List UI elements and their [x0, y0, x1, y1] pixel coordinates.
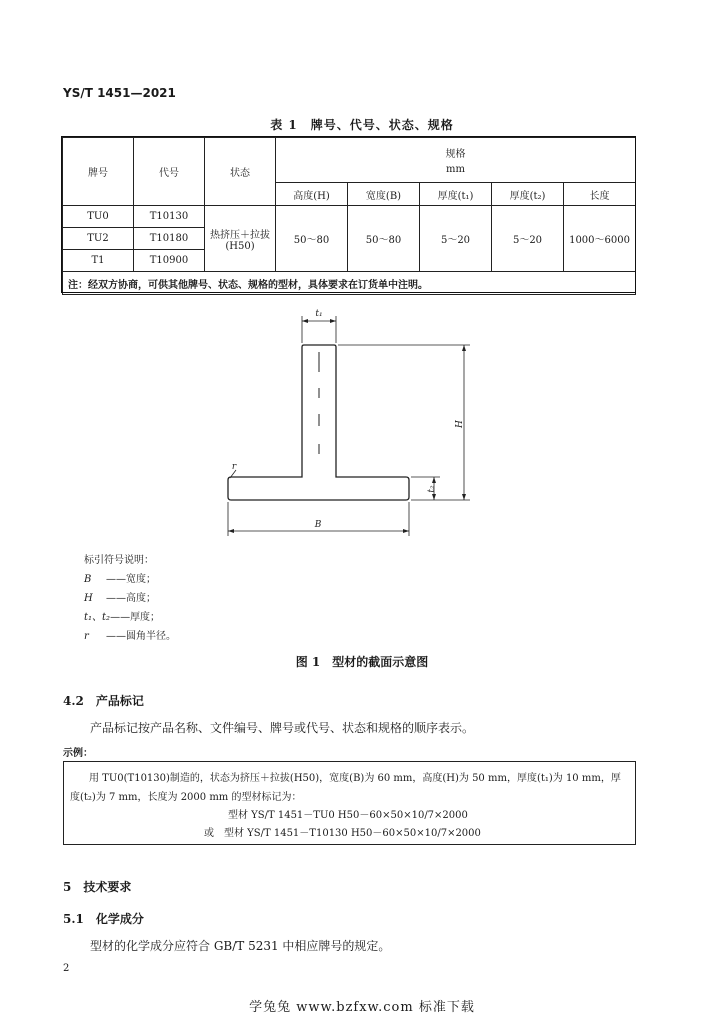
example-line: 用 TU0(T10130)制造的，状态为挤压＋拉拔(H50)，宽度(B)为 60 mm，高度(H)为 50 mm，厚度(t₁)为 10 mm，厚	[89, 773, 621, 784]
section-heading-5: 5 技术要求	[63, 880, 132, 894]
legend-symbol: r	[84, 631, 89, 642]
cell-length: 1000～6000	[564, 206, 636, 272]
legend-desc: ——高度；	[106, 593, 156, 604]
section-heading-5-1: 5.1 化学成分	[63, 912, 144, 926]
table-note: 注：经双方协商，可供其他牌号、状态、规格的型材，具体要求在订货单中注明。	[63, 272, 636, 295]
spec-table	[62, 137, 636, 295]
page-number: 2	[63, 963, 70, 974]
cell-code: T10900	[134, 250, 205, 272]
section-paragraph: 型材的化学成分应符合 GB/T 5231 中相应牌号的规定。	[90, 939, 391, 953]
cell-code: T10130	[134, 206, 205, 228]
header-code: 代号	[134, 138, 205, 206]
watermark-link[interactable]: 学兔兔 www.bzfxw.com 标准下载	[249, 1000, 475, 1015]
standard-code: YS/T 1451—2021	[63, 86, 176, 100]
cell-height: 50～80	[276, 206, 348, 272]
legend-item	[84, 608, 176, 627]
legend-desc: ——宽度；	[106, 574, 156, 585]
subheader-height: 高度(H)	[276, 183, 348, 206]
table-caption: 表 1 牌号、代号、状态、规格	[270, 118, 454, 132]
legend-symbol: B	[84, 574, 92, 585]
legend-item	[84, 589, 176, 608]
cell-grade: TU0	[63, 206, 134, 228]
header-spec	[276, 138, 636, 183]
cell-thick1: 5～20	[420, 206, 492, 272]
example-line: 度(t₂)为 7 mm，长度为 2000 mm 的型材标记为：	[70, 792, 302, 803]
legend-symbol: H	[84, 593, 93, 604]
table-row	[63, 206, 636, 228]
header-state: 状态	[205, 138, 276, 206]
legend-item	[84, 570, 176, 589]
cell-state: 热挤压＋拉拔(H50)	[205, 206, 276, 272]
subheader-thick2: 厚度(t₂)	[492, 183, 564, 206]
header-spec-label: 规格	[445, 149, 466, 160]
example-marking: 或 型材 YS/T 1451－T10130 H50－60×50×10/7×2000	[204, 828, 481, 839]
legend-item	[84, 627, 176, 646]
figure-legend	[84, 551, 176, 646]
label-h: H	[455, 420, 465, 428]
cell-code: T10180	[134, 228, 205, 250]
cell-width: 50～80	[348, 206, 420, 272]
example-marking: 型材 YS/T 1451－TU0 H50－60×50×10/7×2000	[228, 810, 468, 821]
label-r: r	[231, 462, 237, 472]
legend-desc: ——圆角半径。	[106, 631, 176, 642]
subheader-width: 宽度(B)	[348, 183, 420, 206]
cell-grade: TU2	[63, 228, 134, 250]
subheader-length: 长度	[564, 183, 636, 206]
subheader-thick1: 厚度(t₁)	[420, 183, 492, 206]
label-t2: t₂	[427, 485, 437, 493]
label-b: B	[314, 520, 322, 530]
example-box	[63, 761, 636, 845]
legend-title: 标引符号说明：	[84, 555, 154, 566]
section-heading-4-2: 4.2 产品标记	[63, 694, 144, 708]
section-paragraph: 产品标记按产品名称、文件编号、牌号或代号、状态和规格的顺序表示。	[90, 721, 475, 735]
header-spec-unit: mm	[446, 164, 466, 175]
label-t1: t₁	[315, 309, 323, 319]
cell-thick2: 5～20	[492, 206, 564, 272]
example-label: 示例：	[63, 748, 93, 759]
t-section-diagram	[0, 300, 724, 545]
legend-desc: ——厚度；	[110, 612, 161, 623]
legend-symbol: t₁、t₂	[84, 612, 111, 623]
cell-grade: T1	[63, 250, 134, 272]
header-grade: 牌号	[63, 138, 134, 206]
figure-caption: 图 1 型材的截面示意图	[295, 655, 429, 669]
